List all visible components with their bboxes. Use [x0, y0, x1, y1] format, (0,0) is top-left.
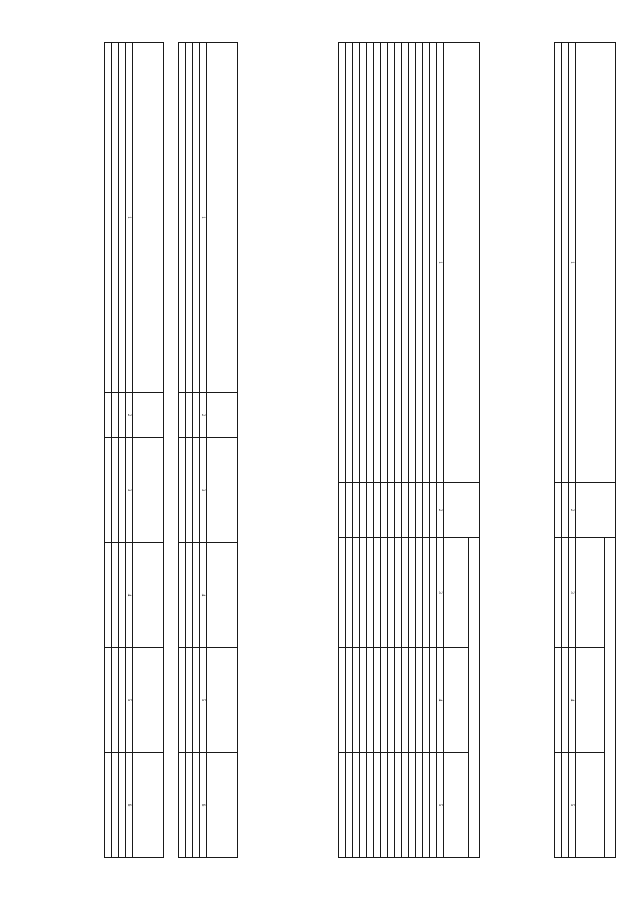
col-header-name — [576, 43, 616, 483]
col-number-1: 1 — [200, 43, 207, 393]
row-code — [367, 483, 374, 538]
col-number-4: 4 — [126, 543, 133, 648]
table-row — [186, 43, 193, 858]
col-number-3: 3 — [437, 538, 444, 648]
kosgu-table — [554, 42, 616, 858]
col-number-2: 2 — [569, 483, 576, 538]
analytic-distribution-table — [338, 42, 480, 858]
table-row — [388, 43, 395, 858]
row-code — [409, 483, 416, 538]
row-code — [339, 483, 346, 538]
col-number-1: 1 — [437, 43, 444, 483]
row-name — [105, 43, 112, 393]
col-header-year-1 — [576, 538, 605, 648]
compensation-numbering-row — [126, 43, 133, 858]
table-row — [119, 43, 126, 858]
row-code — [402, 483, 409, 538]
col-header-year-3 — [576, 753, 605, 858]
table-row — [381, 43, 388, 858]
row-name — [423, 43, 430, 483]
row-code — [388, 483, 395, 538]
col-number-6: 6 — [200, 753, 207, 858]
table-row — [179, 43, 186, 858]
col-header-code — [207, 393, 238, 438]
row-code — [193, 393, 200, 438]
table-row — [555, 43, 562, 858]
row-name — [381, 43, 388, 483]
col-header-code — [576, 483, 616, 538]
col-header-average-payment — [207, 438, 238, 543]
row-code — [186, 393, 193, 438]
row-name — [430, 43, 437, 483]
col-header-payments-per-year — [207, 648, 238, 753]
col-number-3: 3 — [200, 438, 207, 543]
col-header-name — [133, 43, 164, 393]
kosgu-header-row — [605, 43, 616, 858]
row-name — [360, 43, 367, 483]
row-name — [367, 43, 374, 483]
table-row — [193, 43, 200, 858]
table-row — [423, 43, 430, 858]
col-number-5: 5 — [569, 753, 576, 858]
col-number-1: 1 — [126, 43, 133, 393]
col-header-name — [207, 43, 238, 393]
col-number-2: 2 — [437, 483, 444, 538]
table-row — [346, 43, 353, 858]
compensation-header-row — [207, 43, 238, 858]
col-header-name — [444, 43, 480, 483]
row-name — [395, 43, 402, 483]
analytic-numbering-row — [437, 43, 444, 858]
col-header-year-2 — [444, 648, 469, 753]
row-code — [430, 483, 437, 538]
col-header-year-3 — [444, 753, 469, 858]
table-row — [409, 43, 416, 858]
row-name — [119, 43, 126, 393]
table-row — [353, 43, 360, 858]
col-header-recipients-count — [133, 543, 164, 648]
col-number-5: 5 — [200, 648, 207, 753]
table-row — [105, 43, 112, 858]
col-number-4: 4 — [569, 648, 576, 753]
row-code — [360, 483, 367, 538]
col-number-3: 3 — [126, 438, 133, 543]
table-row — [416, 43, 423, 858]
compensation-table-current-year — [178, 42, 238, 858]
col-header-year-1 — [444, 538, 469, 648]
col-number-1: 1 — [569, 43, 576, 483]
row-code — [353, 483, 360, 538]
col-header-code — [444, 483, 480, 538]
table-row — [395, 43, 402, 858]
analytic-header-row — [469, 43, 480, 858]
col-number-6: 6 — [126, 753, 133, 858]
row-code — [179, 393, 186, 438]
row-code — [105, 393, 112, 438]
table-row — [430, 43, 437, 858]
row-code — [381, 483, 388, 538]
table-row — [562, 43, 569, 858]
table-row — [339, 43, 346, 858]
row-code — [112, 393, 119, 438]
col-header-code — [133, 393, 164, 438]
table-row — [112, 43, 119, 858]
compensation-header-row — [133, 43, 164, 858]
row-name — [388, 43, 395, 483]
col-number-4: 4 — [437, 648, 444, 753]
table-row — [374, 43, 381, 858]
table-row — [360, 43, 367, 858]
col-number-3: 3 — [569, 538, 576, 648]
col-header-recipients-count — [207, 543, 238, 648]
row-code — [423, 483, 430, 538]
table-row — [367, 43, 374, 858]
row-name — [346, 43, 353, 483]
row-name — [374, 43, 381, 483]
col-header-amount — [605, 538, 616, 858]
col-header-payments-per-year — [133, 648, 164, 753]
table-row — [402, 43, 409, 858]
col-header-amount — [469, 538, 480, 858]
row-code — [395, 483, 402, 538]
row-name — [402, 43, 409, 483]
col-header-average-payment — [133, 438, 164, 543]
col-header-total — [207, 753, 238, 858]
row-code — [374, 483, 381, 538]
row-name — [339, 43, 346, 483]
col-number-5: 5 — [126, 648, 133, 753]
compensation-numbering-row — [200, 43, 207, 858]
col-number-5: 5 — [437, 753, 444, 858]
col-header-total — [133, 753, 164, 858]
col-number-2: 2 — [200, 393, 207, 438]
col-number-4: 4 — [200, 543, 207, 648]
row-name — [112, 43, 119, 393]
row-code — [346, 483, 353, 538]
row-code — [119, 393, 126, 438]
row-name — [179, 43, 186, 393]
row-code — [416, 483, 423, 538]
col-number-2: 2 — [126, 393, 133, 438]
compensation-table-first-plan-year — [104, 42, 164, 858]
col-header-year-2 — [576, 648, 605, 753]
row-name — [409, 43, 416, 483]
row-name — [186, 43, 193, 393]
kosgu-numbering-row — [569, 43, 576, 858]
row-name — [416, 43, 423, 483]
row-name — [193, 43, 200, 393]
row-name — [353, 43, 360, 483]
